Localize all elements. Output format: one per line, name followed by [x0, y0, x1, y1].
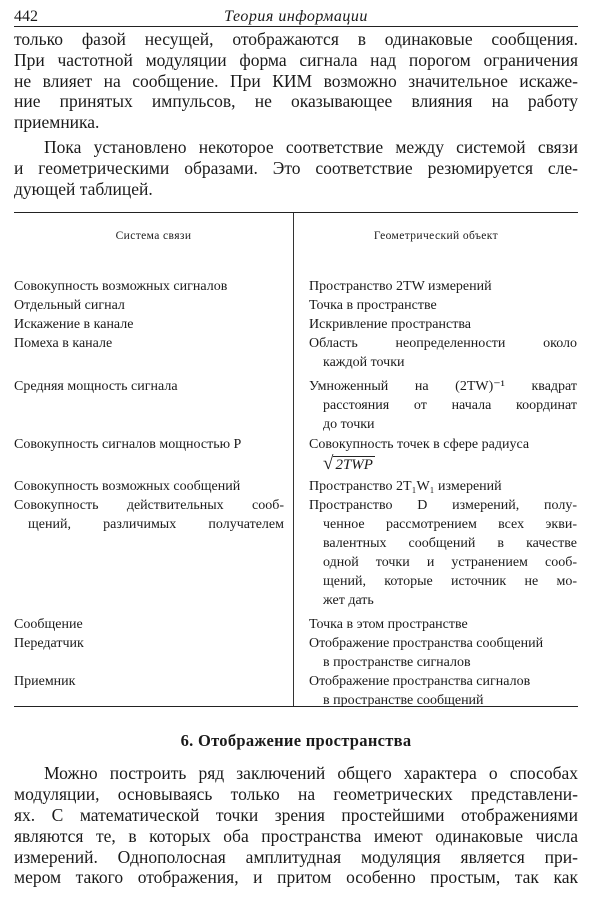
sqrt-symbol: √	[323, 453, 334, 475]
cell-right: каждой точки	[323, 355, 405, 371]
cell-left: Искажение в канале	[14, 317, 134, 333]
cell-right: валентных сообщений в качестве	[323, 536, 577, 552]
cell-right: Совокупность точек в сфере радиуса	[309, 437, 530, 453]
cell-right: Отображение пространства сигналов	[309, 674, 531, 690]
cell-right: Пространство 2T₁W₁ измерений	[309, 479, 502, 495]
cell-right: расстояния от начала координат	[323, 398, 577, 414]
intro-paragraph	[14, 29, 578, 133]
cell-right: Умноженный на (2TW)⁻¹ квадрат	[309, 379, 577, 395]
cell-left: Совокупность возможных сигналов	[14, 279, 228, 295]
text-line: ях. С математической точки зрения простейшими отображениями	[14, 804, 578, 825]
text-line: только фазой несущей, отображаются в одинаковые сообщения.	[14, 29, 578, 49]
summary-paragraph	[14, 137, 578, 199]
page-header	[14, 0, 578, 27]
text-line: и геометрическими образами. Это соответствие резюмируется сле-	[14, 157, 578, 178]
book-page	[14, 0, 578, 888]
cell-left: Приемник	[14, 674, 76, 690]
cell-right: ченное рассмотрением всех экви-	[323, 517, 577, 533]
column-divider	[293, 213, 294, 706]
text-line: При частотной модуляции форма сигнала над порогом ограничения	[14, 49, 578, 70]
text-line: мером такого отображения, и притом особенно простым, так как	[14, 867, 578, 888]
cell-left: Совокупность действительных сооб-	[14, 498, 284, 514]
running-title: Теория информации	[224, 8, 368, 25]
cell-right: до точки	[323, 417, 375, 433]
text-line: Пока установлено некоторое соответствие между системой связи	[44, 136, 578, 157]
cell-right: Область неопределенности около	[309, 336, 577, 352]
cell-right: жет дать	[323, 593, 374, 609]
correspondence-table	[14, 212, 578, 707]
cell-left: щений, различимых получателем	[28, 517, 284, 533]
text-line: являются те, в которых оба пространства имеют одинаковые числа	[14, 825, 578, 846]
cell-right: щений, которые источник не мо-	[323, 574, 577, 590]
cell-left: Отдельный сигнал	[14, 298, 125, 314]
sqrt-expression	[309, 454, 577, 475]
text-line: приемника.	[14, 112, 100, 133]
text-line: дующей таблицей.	[14, 178, 153, 199]
text-line: Можно построить ряд заключений общего характера о способах	[44, 763, 578, 784]
column-header-geometric: Геометрический объект	[373, 230, 499, 243]
page-number: 442	[14, 8, 38, 25]
cell-right: Точка в этом пространстве	[309, 617, 468, 633]
sqrt-radicand: 2TWP	[335, 457, 373, 474]
cell-left: Средняя мощность сигнала	[14, 379, 178, 395]
cell-right: в пространстве сигналов	[323, 655, 471, 671]
column-header-system: Система связи	[115, 230, 192, 243]
cell-right: Пространство D измерений, полу-	[309, 498, 577, 514]
cell-right: Искривление пространства	[309, 317, 471, 333]
text-line: не влияет на сообщение. При КИМ возможно значительное искаже-	[14, 70, 578, 91]
table-header	[14, 213, 578, 265]
cell-left: Совокупность сигналов мощностью P	[14, 437, 242, 453]
cell-left: Совокупность возможных сообщений	[14, 479, 241, 495]
cell-left: Помеха в канале	[14, 336, 113, 352]
text-line: измерений. Однополосная амплитудная модуляция является при-	[14, 846, 578, 867]
cell-left: Сообщение	[14, 617, 83, 633]
cell-right: Точка в пространстве	[309, 298, 437, 314]
cell-right: Отображение пространства сообщений	[309, 636, 544, 652]
cell-right: Пространство 2TW измерений	[309, 279, 492, 295]
cell-right: одной точки и устранением сооб-	[323, 555, 577, 571]
cell-left: Передатчик	[14, 636, 84, 652]
cell-right: в пространстве сообщений	[323, 693, 484, 709]
section-heading: 6. Отображение пространства	[180, 731, 412, 751]
text-line: модуляции, основываясь только на геометрических представлени-	[14, 784, 578, 805]
section-paragraph	[14, 763, 578, 888]
text-line: ние принятых импульсов, не оказывающее влияния на работу	[14, 91, 578, 112]
